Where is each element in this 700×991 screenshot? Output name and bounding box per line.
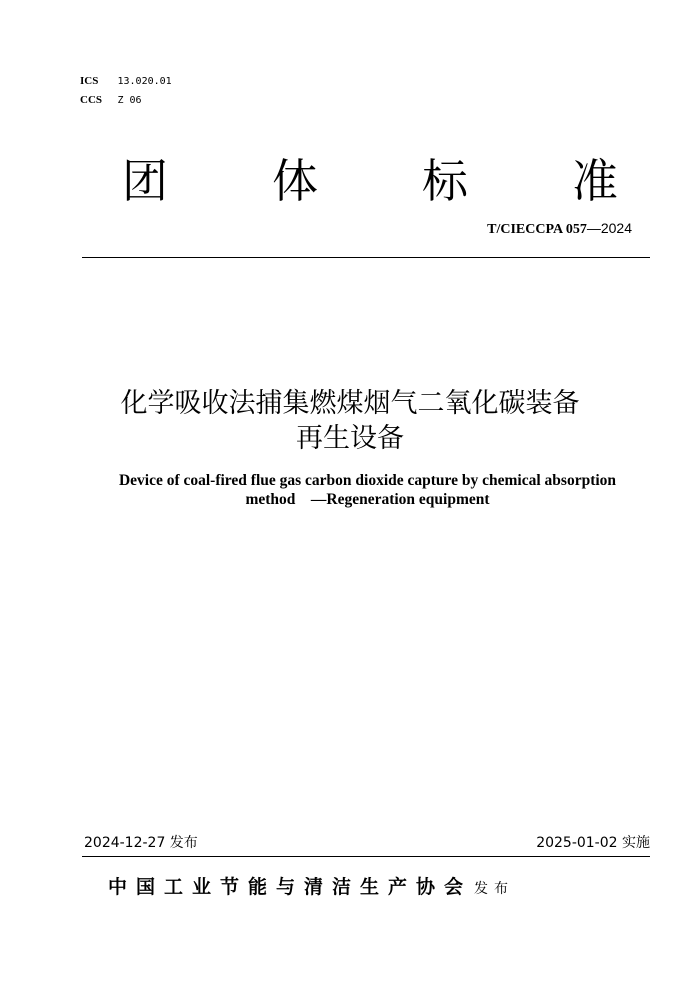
standard-separator: — (586, 220, 601, 236)
top-divider (82, 257, 650, 258)
standard-type-char: 准 (572, 154, 618, 208)
standard-code: T/CIECCPA 057 (487, 222, 587, 237)
standard-year: 2024 (600, 220, 632, 236)
title-cn-line1: 化学吸收法捕集燃煤烟气二氧化碳装备 (120, 388, 580, 419)
standard-type-char: 团 (122, 154, 168, 208)
publisher (108, 872, 608, 899)
ics-value: 13.020.01 (117, 76, 172, 87)
classification-codes (80, 72, 172, 110)
bottom-divider (82, 856, 650, 857)
issue-date: 2024-12-27 发布 (84, 835, 198, 851)
standard-type-char: 体 (272, 154, 318, 208)
title-cn-line2: 再生设备 (296, 423, 404, 454)
title-en-line1: Device of coal-fired flue gas carbon dioxide capture by chemical absorption (118, 472, 617, 489)
ccs-value: Z 06 (117, 95, 142, 106)
standard-type-heading (110, 148, 630, 208)
standard-number (487, 220, 632, 238)
ics-label: ICS (80, 75, 99, 87)
publisher-suffix: 发布 (474, 881, 515, 897)
standard-type-char: 标 (422, 154, 468, 208)
implementation-date: 2025-01-02 实施 (536, 835, 650, 851)
ccs-row (80, 91, 172, 110)
publisher-name: 中国工业节能与清洁生产协会 (108, 876, 473, 898)
title-en-line2: method —Regeneration equipment (245, 491, 490, 508)
ccs-label: CCS (80, 94, 103, 106)
ics-row (80, 72, 172, 91)
